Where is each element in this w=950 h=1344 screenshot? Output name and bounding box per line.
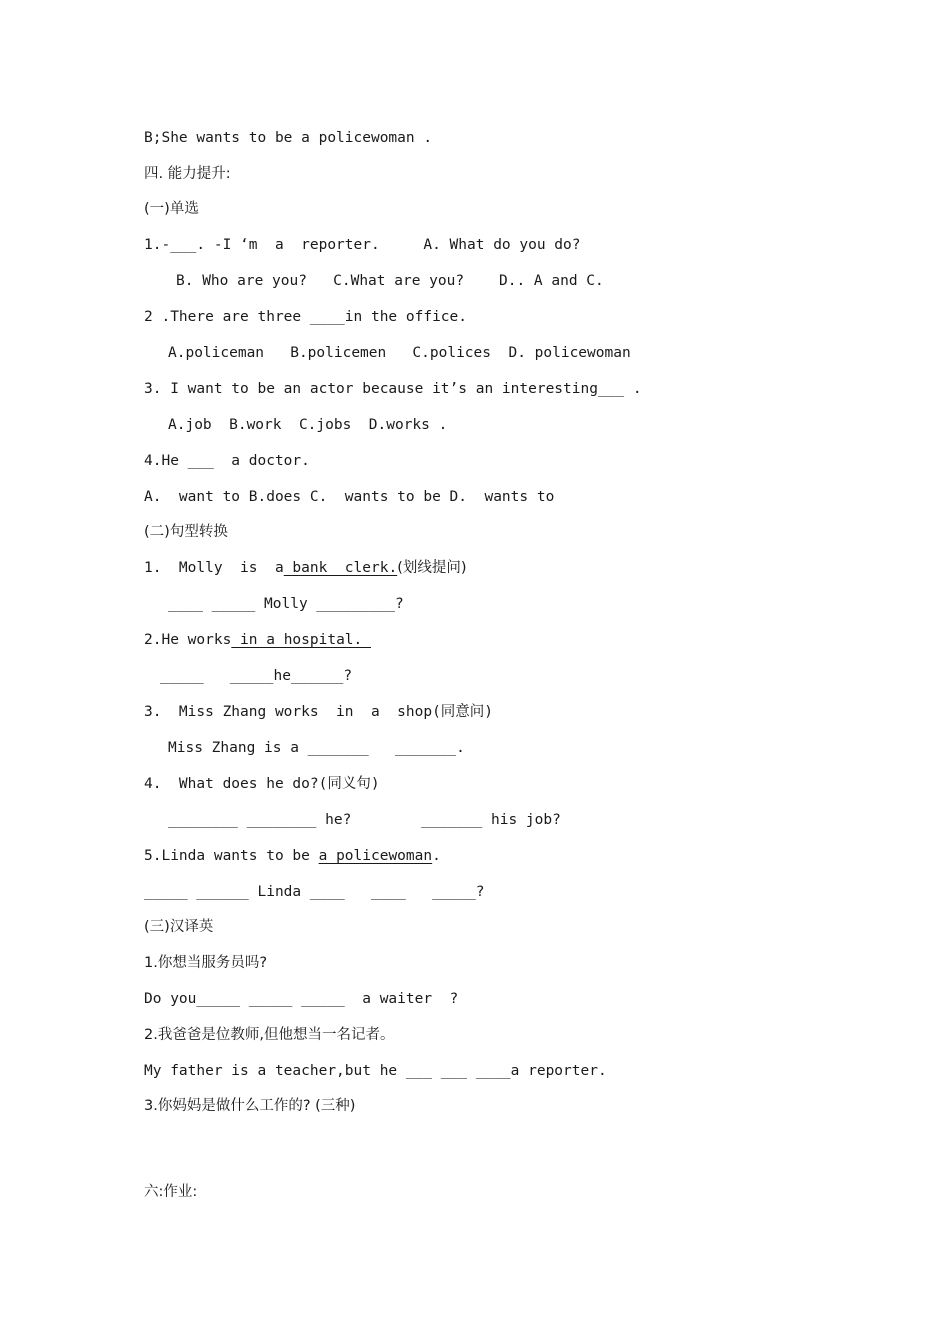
transform-5-underlined: a policewoman — [318, 848, 433, 864]
question-3-options: A.job B.work C.jobs D.works . — [168, 417, 448, 433]
translate-2-blanks: My father is a teacher,but he ___ ___ ____a reporter. — [144, 1063, 607, 1079]
transform-1-underlined: bank clerk. — [283, 560, 398, 576]
question-4: 4.He ___ a doctor. — [144, 453, 310, 469]
transform-5-text: 5.Linda wants to be — [144, 848, 319, 864]
question-1: 1.-___. -I ‘m a reporter. A. What do you do? — [144, 237, 581, 253]
transform-2-underlined: in a hospital. — [231, 632, 371, 648]
transform-2-text: 2.He works — [144, 632, 232, 648]
transform-1-instruction: (划线提问) — [397, 560, 467, 576]
translate-1-blanks: Do you_____ _____ _____ a waiter ? — [144, 991, 459, 1007]
question-2-options: A.policeman B.policemen C.polices D. policewoman — [168, 345, 631, 361]
subsection-heading-translate: (三)汉译英 — [144, 919, 214, 935]
subsection-heading-transform: (二)句型转换 — [144, 524, 228, 540]
transform-5-blanks: _____ ______ Linda ____ ____ _____? — [144, 884, 485, 900]
transform-5-period: . — [432, 848, 441, 864]
question-3: 3. I want to be an actor because it’s an interesting___ . — [144, 381, 642, 397]
transform-2-blanks: _____ _____he______? — [160, 668, 353, 684]
translate-3-prompt: 3.你妈妈是做什么工作的? (三种) — [144, 1098, 356, 1114]
transform-4: 4. What does he do?(同义句) — [144, 776, 380, 792]
translate-2-prompt: 2.我爸爸是位教师,但他想当一名记者。 — [144, 1027, 395, 1043]
transform-4-blanks: ________ ________ he? _______ his job? — [168, 812, 561, 828]
question-2: 2 .There are three ____in the office. — [144, 309, 468, 325]
section-heading-homework: 六:作业: — [144, 1184, 198, 1200]
subsection-heading-single-choice: (一)单选 — [144, 201, 199, 217]
transform-1-blanks: ____ _____ Molly _________? — [168, 596, 404, 612]
transform-3: 3. Miss Zhang works in a shop(同意问) — [144, 704, 494, 720]
transform-3-blanks: Miss Zhang is a _______ _______. — [168, 740, 465, 756]
section-heading-ability: 四. 能力提升: — [144, 166, 231, 182]
transform-1-text: 1. Molly is a — [144, 560, 284, 576]
transform-5 — [144, 846, 441, 866]
translate-1-prompt: 1.你想当服务员吗? — [144, 955, 268, 971]
transform-2 — [144, 630, 371, 650]
answer-line: B;She wants to be a policewoman . — [144, 130, 433, 146]
question-1-options: B. Who are you? C.What are you? D.. A and C. — [176, 273, 604, 289]
transform-1 — [144, 558, 467, 578]
question-4-options: A. want to B.does C. wants to be D. wants to — [144, 489, 555, 505]
